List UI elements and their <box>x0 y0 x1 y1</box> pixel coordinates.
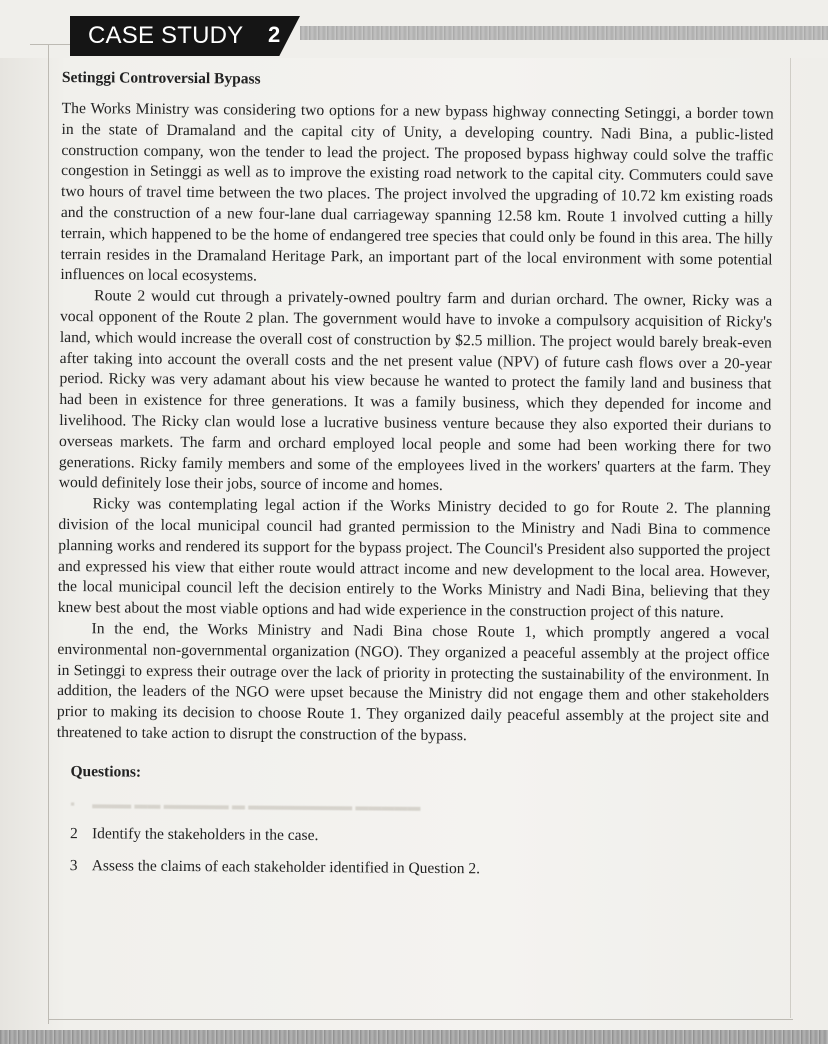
case-title: Setinggi Controversial Bypass <box>61 68 261 88</box>
paragraph-3: Ricky was contemplating legal action if the Works Ministry decided to go for Route 2. The planning division of the local municipal council had granted permission to the Ministry and Nadi Bina to commence planning works and rendered its support for the bypass project. The Council's President also supported the project and expressed his view that either route would attract income and new development to the local area. However, the local municipal council left the decision entirely to the Works Ministry and Nadi Bina, believing that they knew best about the most viable options and had wide experience in the construction project of this nature. <box>57 495 771 622</box>
question-text: Assess the claims of each stakeholder identified in Question 2. <box>91 856 481 878</box>
questions-list <box>70 796 769 881</box>
bottom-stripe <box>0 1030 828 1044</box>
frame-left-rule <box>48 44 49 1024</box>
question-item <box>70 856 768 881</box>
faded-question-line: ▪ ▬▬▬ ▬▬ ▬▬▬▬▬ ▬ ▬▬▬▬▬▬▬▬ ▬▬▬▬▬ <box>70 795 421 814</box>
case-study-label: CASE STUDY <box>88 22 244 49</box>
paragraph-2: Route 2 would cut through a privately-owned poultry farm and durian orchard. The owner, Ricky was a vocal opponent of the Route 2 plan. The government would have to invoke a compulsory acquisition of Ricky's land, which would increase the overall cost of construction by $2.5 million. The project would barely break-even after taking into account the overall costs and the net present value (NPV) of future cash flows over a 20-year period. Ricky was very adamant about his view because he wanted to protect the family land and business that had been in existence for three generations. It was a family business, which they depended for income and livelihood. The Ricky clan would lose a lucrative business venture because they also exported their durians to overseas markets. The farm and orchard employed local people and some had been working there for two generations. Ricky family members and some of the employees lived in the workers' quarters at the farm. They would definitely lose their jobs, source of income and homes. <box>58 287 773 495</box>
frame-right-rule <box>790 58 791 1018</box>
case-content <box>56 68 774 893</box>
frame-bottom-rule <box>48 1019 793 1020</box>
paragraph-4: In the end, the Works Ministry and Nadi Bina chose Route 1, which promptly angered a vocal environmental non-governmental organization (NGO). They organized a peaceful assembly at the project office in Setinggi to express their outrage over the lack of priority in protecting the sustainability of the environment. In addition, the leaders of the NGO were upset because the Ministry did not engage them and other stakeholders prior to making its decision to choose Route 1. They organized daily peaceful assembly at the project site and threatened to take action to disrupt the construction of the bypass. <box>56 620 770 745</box>
questions-heading: Questions: <box>70 762 142 781</box>
question-number: 2 <box>69 824 78 842</box>
paragraph-1: The Works Ministry was considering two options for a new bypass highway connecting Setinggi, a border town in the state of Dramaland and the capital city of Unity, a developing country. Nadi Bina, a public-listed construction company, won the tender to lead the project. The proposed bypass highway could solve the traffic congestion in Setinggi as well as to improve the existing road network to the capital city. Commuters could save two hours of travel time between the two places. The project involved the upgrading of 10.72 km existing roads and the construction of a new four-lane dual carriageway spanning 12.58 km. Route 1 involved cutting a hilly terrain, which happened to be the home of endangered tree species that could only be found in this area. The hilly terrain resides in the Dramaland Heritage Park, an important part of the local environment with some potential influences on local ecosystems. <box>60 99 774 285</box>
frame-top-rule <box>30 44 70 45</box>
header-stripe <box>300 26 828 40</box>
question-item <box>70 824 768 849</box>
case-study-number: 2 <box>268 22 281 47</box>
question-text: Identify the stakeholders in the case. <box>91 824 319 844</box>
question-number: 3 <box>69 856 78 874</box>
